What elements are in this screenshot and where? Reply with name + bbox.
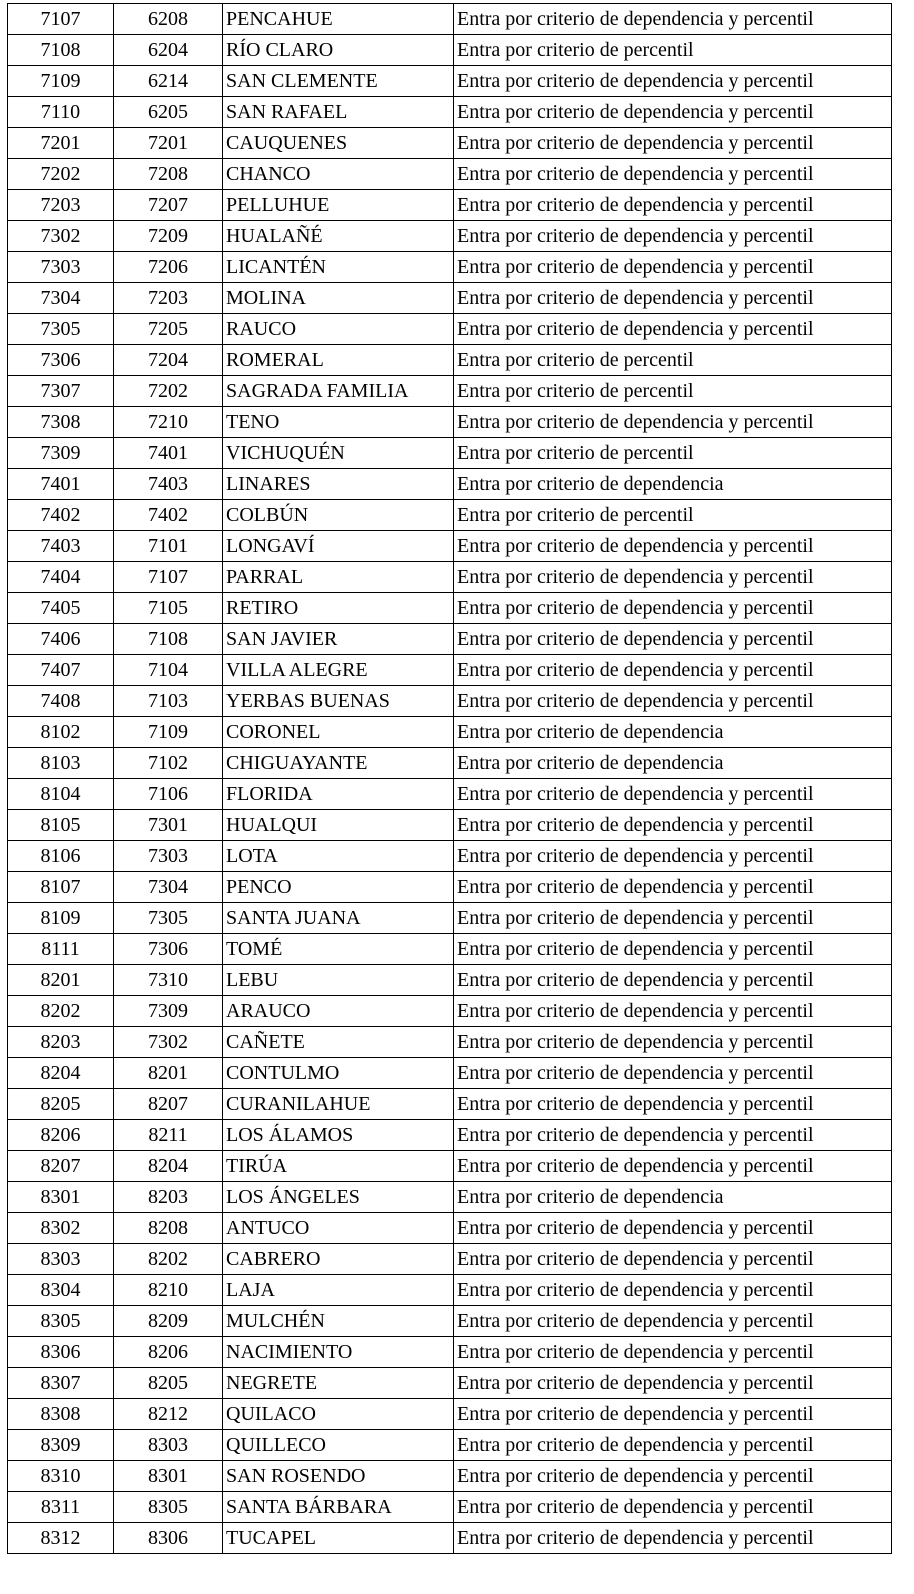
secondary-code-cell: 6214 bbox=[114, 66, 223, 97]
secondary-code-cell: 8212 bbox=[114, 1399, 223, 1430]
code-cell: 7406 bbox=[8, 624, 114, 655]
commune-name-cell: ARAUCO bbox=[223, 996, 454, 1027]
commune-name-cell: SAN JAVIER bbox=[223, 624, 454, 655]
code-cell: 7305 bbox=[8, 314, 114, 345]
criteria-cell: Entra por criterio de percentil bbox=[454, 35, 892, 66]
code-cell: 7407 bbox=[8, 655, 114, 686]
table-row bbox=[8, 1492, 892, 1523]
code-cell: 8107 bbox=[8, 872, 114, 903]
criteria-cell: Entra por criterio de dependencia y percentil bbox=[454, 1089, 892, 1120]
table-row bbox=[8, 903, 892, 934]
table-row bbox=[8, 1151, 892, 1182]
table-row bbox=[8, 1213, 892, 1244]
criteria-cell: Entra por criterio de dependencia y percentil bbox=[454, 996, 892, 1027]
secondary-code-cell: 8211 bbox=[114, 1120, 223, 1151]
table-row bbox=[8, 314, 892, 345]
table-row bbox=[8, 1368, 892, 1399]
criteria-cell: Entra por criterio de dependencia y percentil bbox=[454, 593, 892, 624]
criteria-cell: Entra por criterio de dependencia y percentil bbox=[454, 252, 892, 283]
secondary-code-cell: 8206 bbox=[114, 1337, 223, 1368]
table-row bbox=[8, 1337, 892, 1368]
criteria-cell: Entra por criterio de dependencia y percentil bbox=[454, 624, 892, 655]
criteria-cell: Entra por criterio de dependencia y percentil bbox=[454, 1492, 892, 1523]
table-row bbox=[8, 159, 892, 190]
code-cell: 8206 bbox=[8, 1120, 114, 1151]
table-row bbox=[8, 1523, 892, 1554]
table-row bbox=[8, 128, 892, 159]
commune-name-cell: VICHUQUÉN bbox=[223, 438, 454, 469]
table-row bbox=[8, 965, 892, 996]
commune-name-cell: CAÑETE bbox=[223, 1027, 454, 1058]
secondary-code-cell: 8208 bbox=[114, 1213, 223, 1244]
commune-name-cell: SAN ROSENDO bbox=[223, 1461, 454, 1492]
table-row bbox=[8, 190, 892, 221]
code-cell: 7110 bbox=[8, 97, 114, 128]
table-row bbox=[8, 1399, 892, 1430]
code-cell: 8304 bbox=[8, 1275, 114, 1306]
criteria-cell: Entra por criterio de dependencia y percentil bbox=[454, 1058, 892, 1089]
table-body bbox=[8, 4, 892, 1554]
commune-name-cell: CORONEL bbox=[223, 717, 454, 748]
secondary-code-cell: 7304 bbox=[114, 872, 223, 903]
table-row bbox=[8, 376, 892, 407]
criteria-cell: Entra por criterio de dependencia y percentil bbox=[454, 1244, 892, 1275]
table-row bbox=[8, 1182, 892, 1213]
table-row bbox=[8, 593, 892, 624]
table-row bbox=[8, 531, 892, 562]
code-cell: 8201 bbox=[8, 965, 114, 996]
criteria-cell: Entra por criterio de dependencia y percentil bbox=[454, 1368, 892, 1399]
table-row bbox=[8, 407, 892, 438]
commune-name-cell: HUALAÑÉ bbox=[223, 221, 454, 252]
commune-name-cell: CHANCO bbox=[223, 159, 454, 190]
commune-name-cell: PENCAHUE bbox=[223, 4, 454, 35]
criteria-cell: Entra por criterio de dependencia y percentil bbox=[454, 159, 892, 190]
secondary-code-cell: 7309 bbox=[114, 996, 223, 1027]
table-row bbox=[8, 1058, 892, 1089]
criteria-cell: Entra por criterio de dependencia bbox=[454, 469, 892, 500]
criteria-cell: Entra por criterio de dependencia y percentil bbox=[454, 903, 892, 934]
code-cell: 8102 bbox=[8, 717, 114, 748]
secondary-code-cell: 6208 bbox=[114, 4, 223, 35]
secondary-code-cell: 7205 bbox=[114, 314, 223, 345]
table-row bbox=[8, 1461, 892, 1492]
criteria-cell: Entra por criterio de dependencia y percentil bbox=[454, 686, 892, 717]
commune-name-cell: LONGAVÍ bbox=[223, 531, 454, 562]
secondary-code-cell: 7403 bbox=[114, 469, 223, 500]
secondary-code-cell: 8303 bbox=[114, 1430, 223, 1461]
code-cell: 8308 bbox=[8, 1399, 114, 1430]
commune-name-cell: ANTUCO bbox=[223, 1213, 454, 1244]
commune-name-cell: RAUCO bbox=[223, 314, 454, 345]
criteria-cell: Entra por criterio de dependencia y percentil bbox=[454, 4, 892, 35]
secondary-code-cell: 8306 bbox=[114, 1523, 223, 1554]
table-row bbox=[8, 748, 892, 779]
table-row bbox=[8, 996, 892, 1027]
commune-name-cell: SAN RAFAEL bbox=[223, 97, 454, 128]
table-row bbox=[8, 779, 892, 810]
table-row bbox=[8, 252, 892, 283]
secondary-code-cell: 7108 bbox=[114, 624, 223, 655]
commune-name-cell: QUILLECO bbox=[223, 1430, 454, 1461]
code-cell: 7303 bbox=[8, 252, 114, 283]
code-cell: 8205 bbox=[8, 1089, 114, 1120]
code-cell: 8104 bbox=[8, 779, 114, 810]
code-cell: 7302 bbox=[8, 221, 114, 252]
code-cell: 8309 bbox=[8, 1430, 114, 1461]
commune-name-cell: CHIGUAYANTE bbox=[223, 748, 454, 779]
commune-name-cell: LOS ÁNGELES bbox=[223, 1182, 454, 1213]
table-row bbox=[8, 438, 892, 469]
secondary-code-cell: 7204 bbox=[114, 345, 223, 376]
criteria-cell: Entra por criterio de dependencia y percentil bbox=[454, 283, 892, 314]
secondary-code-cell: 8201 bbox=[114, 1058, 223, 1089]
table-row bbox=[8, 655, 892, 686]
secondary-code-cell: 7107 bbox=[114, 562, 223, 593]
secondary-code-cell: 7306 bbox=[114, 934, 223, 965]
code-cell: 8202 bbox=[8, 996, 114, 1027]
secondary-code-cell: 7210 bbox=[114, 407, 223, 438]
secondary-code-cell: 8210 bbox=[114, 1275, 223, 1306]
table-row bbox=[8, 717, 892, 748]
commune-name-cell: ROMERAL bbox=[223, 345, 454, 376]
secondary-code-cell: 7401 bbox=[114, 438, 223, 469]
criteria-cell: Entra por criterio de dependencia y percentil bbox=[454, 562, 892, 593]
criteria-cell: Entra por criterio de dependencia y percentil bbox=[454, 1213, 892, 1244]
code-cell: 8303 bbox=[8, 1244, 114, 1275]
commune-name-cell: SANTA BÁRBARA bbox=[223, 1492, 454, 1523]
code-cell: 8204 bbox=[8, 1058, 114, 1089]
table-row bbox=[8, 686, 892, 717]
table-row bbox=[8, 500, 892, 531]
table-row bbox=[8, 841, 892, 872]
secondary-code-cell: 7302 bbox=[114, 1027, 223, 1058]
secondary-code-cell: 7301 bbox=[114, 810, 223, 841]
commune-name-cell: TENO bbox=[223, 407, 454, 438]
criteria-cell: Entra por criterio de dependencia y percentil bbox=[454, 841, 892, 872]
secondary-code-cell: 8301 bbox=[114, 1461, 223, 1492]
commune-name-cell: CAUQUENES bbox=[223, 128, 454, 159]
code-cell: 7403 bbox=[8, 531, 114, 562]
criteria-cell: Entra por criterio de dependencia y percentil bbox=[454, 1399, 892, 1430]
commune-name-cell: LOS ÁLAMOS bbox=[223, 1120, 454, 1151]
commune-name-cell: TIRÚA bbox=[223, 1151, 454, 1182]
secondary-code-cell: 8207 bbox=[114, 1089, 223, 1120]
commune-name-cell: TUCAPEL bbox=[223, 1523, 454, 1554]
commune-name-cell: MULCHÉN bbox=[223, 1306, 454, 1337]
secondary-code-cell: 8205 bbox=[114, 1368, 223, 1399]
secondary-code-cell: 8204 bbox=[114, 1151, 223, 1182]
secondary-code-cell: 7207 bbox=[114, 190, 223, 221]
commune-name-cell: RÍO CLARO bbox=[223, 35, 454, 66]
criteria-cell: Entra por criterio de dependencia y percentil bbox=[454, 314, 892, 345]
secondary-code-cell: 7208 bbox=[114, 159, 223, 190]
code-cell: 7401 bbox=[8, 469, 114, 500]
code-cell: 8312 bbox=[8, 1523, 114, 1554]
table-row bbox=[8, 97, 892, 128]
commune-name-cell: QUILACO bbox=[223, 1399, 454, 1430]
secondary-code-cell: 8305 bbox=[114, 1492, 223, 1523]
criteria-cell: Entra por criterio de dependencia y percentil bbox=[454, 1430, 892, 1461]
criteria-cell: Entra por criterio de dependencia y percentil bbox=[454, 1461, 892, 1492]
secondary-code-cell: 7105 bbox=[114, 593, 223, 624]
commune-name-cell: SANTA JUANA bbox=[223, 903, 454, 934]
secondary-code-cell: 7101 bbox=[114, 531, 223, 562]
criteria-cell: Entra por criterio de dependencia y percentil bbox=[454, 66, 892, 97]
criteria-cell: Entra por criterio de dependencia bbox=[454, 748, 892, 779]
code-cell: 7107 bbox=[8, 4, 114, 35]
table-row bbox=[8, 1306, 892, 1337]
code-cell: 7309 bbox=[8, 438, 114, 469]
commune-name-cell: LEBU bbox=[223, 965, 454, 996]
code-cell: 7405 bbox=[8, 593, 114, 624]
criteria-cell: Entra por criterio de dependencia y percentil bbox=[454, 190, 892, 221]
criteria-cell: Entra por criterio de dependencia bbox=[454, 717, 892, 748]
secondary-code-cell: 7109 bbox=[114, 717, 223, 748]
code-cell: 7203 bbox=[8, 190, 114, 221]
table-row bbox=[8, 1089, 892, 1120]
commune-name-cell: FLORIDA bbox=[223, 779, 454, 810]
secondary-code-cell: 8209 bbox=[114, 1306, 223, 1337]
secondary-code-cell: 8202 bbox=[114, 1244, 223, 1275]
code-cell: 8111 bbox=[8, 934, 114, 965]
code-cell: 7202 bbox=[8, 159, 114, 190]
commune-name-cell: SAN CLEMENTE bbox=[223, 66, 454, 97]
criteria-cell: Entra por criterio de dependencia y percentil bbox=[454, 1120, 892, 1151]
table-row bbox=[8, 345, 892, 376]
code-cell: 8203 bbox=[8, 1027, 114, 1058]
criteria-cell: Entra por criterio de dependencia y percentil bbox=[454, 934, 892, 965]
table-row bbox=[8, 562, 892, 593]
commune-name-cell: MOLINA bbox=[223, 283, 454, 314]
code-cell: 7201 bbox=[8, 128, 114, 159]
code-cell: 7109 bbox=[8, 66, 114, 97]
secondary-code-cell: 7104 bbox=[114, 655, 223, 686]
secondary-code-cell: 7206 bbox=[114, 252, 223, 283]
commune-name-cell: CABRERO bbox=[223, 1244, 454, 1275]
criteria-cell: Entra por criterio de percentil bbox=[454, 376, 892, 407]
secondary-code-cell: 7305 bbox=[114, 903, 223, 934]
code-cell: 7307 bbox=[8, 376, 114, 407]
commune-name-cell: VILLA ALEGRE bbox=[223, 655, 454, 686]
table-row bbox=[8, 66, 892, 97]
criteria-cell: Entra por criterio de dependencia y percentil bbox=[454, 810, 892, 841]
table-row bbox=[8, 1027, 892, 1058]
commune-name-cell: HUALQUI bbox=[223, 810, 454, 841]
table-row bbox=[8, 872, 892, 903]
code-cell: 8207 bbox=[8, 1151, 114, 1182]
criteria-cell: Entra por criterio de percentil bbox=[454, 345, 892, 376]
secondary-code-cell: 7202 bbox=[114, 376, 223, 407]
table-row bbox=[8, 4, 892, 35]
criteria-cell: Entra por criterio de dependencia y percentil bbox=[454, 1027, 892, 1058]
code-cell: 8305 bbox=[8, 1306, 114, 1337]
table-row bbox=[8, 624, 892, 655]
code-cell: 7308 bbox=[8, 407, 114, 438]
code-cell: 7404 bbox=[8, 562, 114, 593]
code-cell: 7306 bbox=[8, 345, 114, 376]
code-cell: 8306 bbox=[8, 1337, 114, 1368]
commune-name-cell: PARRAL bbox=[223, 562, 454, 593]
secondary-code-cell: 8203 bbox=[114, 1182, 223, 1213]
code-cell: 7402 bbox=[8, 500, 114, 531]
code-cell: 8311 bbox=[8, 1492, 114, 1523]
table-row bbox=[8, 35, 892, 66]
commune-name-cell: YERBAS BUENAS bbox=[223, 686, 454, 717]
secondary-code-cell: 7106 bbox=[114, 779, 223, 810]
code-cell: 8307 bbox=[8, 1368, 114, 1399]
criteria-cell: Entra por criterio de dependencia y percentil bbox=[454, 655, 892, 686]
table-row bbox=[8, 934, 892, 965]
secondary-code-cell: 7303 bbox=[114, 841, 223, 872]
secondary-code-cell: 7201 bbox=[114, 128, 223, 159]
secondary-code-cell: 7203 bbox=[114, 283, 223, 314]
secondary-code-cell: 6205 bbox=[114, 97, 223, 128]
table-row bbox=[8, 469, 892, 500]
commune-name-cell: LOTA bbox=[223, 841, 454, 872]
commune-name-cell: COLBÚN bbox=[223, 500, 454, 531]
commune-name-cell: NACIMIENTO bbox=[223, 1337, 454, 1368]
table-row bbox=[8, 1120, 892, 1151]
secondary-code-cell: 7209 bbox=[114, 221, 223, 252]
secondary-code-cell: 7103 bbox=[114, 686, 223, 717]
code-cell: 8302 bbox=[8, 1213, 114, 1244]
commune-name-cell: SAGRADA FAMILIA bbox=[223, 376, 454, 407]
criteria-cell: Entra por criterio de dependencia bbox=[454, 1182, 892, 1213]
code-cell: 8301 bbox=[8, 1182, 114, 1213]
criteria-cell: Entra por criterio de dependencia y percentil bbox=[454, 128, 892, 159]
commune-name-cell: TOMÉ bbox=[223, 934, 454, 965]
criteria-cell: Entra por criterio de dependencia y percentil bbox=[454, 221, 892, 252]
commune-name-cell: PELLUHUE bbox=[223, 190, 454, 221]
code-cell: 7304 bbox=[8, 283, 114, 314]
table-row bbox=[8, 1430, 892, 1461]
commune-name-cell: LINARES bbox=[223, 469, 454, 500]
table-row bbox=[8, 810, 892, 841]
table-row bbox=[8, 283, 892, 314]
secondary-code-cell: 6204 bbox=[114, 35, 223, 66]
criteria-cell: Entra por criterio de dependencia y percentil bbox=[454, 1306, 892, 1337]
criteria-cell: Entra por criterio de dependencia y percentil bbox=[454, 872, 892, 903]
code-cell: 8105 bbox=[8, 810, 114, 841]
secondary-code-cell: 7402 bbox=[114, 500, 223, 531]
commune-name-cell: LICANTÉN bbox=[223, 252, 454, 283]
commune-name-cell: NEGRETE bbox=[223, 1368, 454, 1399]
commune-name-cell: CURANILAHUE bbox=[223, 1089, 454, 1120]
criteria-cell: Entra por criterio de dependencia y percentil bbox=[454, 1337, 892, 1368]
code-cell: 7408 bbox=[8, 686, 114, 717]
table-row bbox=[8, 1275, 892, 1306]
secondary-code-cell: 7102 bbox=[114, 748, 223, 779]
code-cell: 8109 bbox=[8, 903, 114, 934]
commune-name-cell: RETIRO bbox=[223, 593, 454, 624]
criteria-cell: Entra por criterio de dependencia y percentil bbox=[454, 1523, 892, 1554]
criteria-cell: Entra por criterio de dependencia y percentil bbox=[454, 531, 892, 562]
code-cell: 7108 bbox=[8, 35, 114, 66]
criteria-cell: Entra por criterio de dependencia y percentil bbox=[454, 779, 892, 810]
commune-criteria-table bbox=[7, 3, 892, 1554]
table-row bbox=[8, 1244, 892, 1275]
commune-name-cell: CONTULMO bbox=[223, 1058, 454, 1089]
secondary-code-cell: 7310 bbox=[114, 965, 223, 996]
criteria-cell: Entra por criterio de dependencia y percentil bbox=[454, 407, 892, 438]
criteria-cell: Entra por criterio de dependencia y percentil bbox=[454, 1275, 892, 1306]
criteria-cell: Entra por criterio de dependencia y percentil bbox=[454, 1151, 892, 1182]
code-cell: 8103 bbox=[8, 748, 114, 779]
criteria-cell: Entra por criterio de percentil bbox=[454, 500, 892, 531]
commune-name-cell: PENCO bbox=[223, 872, 454, 903]
code-cell: 8106 bbox=[8, 841, 114, 872]
commune-name-cell: LAJA bbox=[223, 1275, 454, 1306]
table-row bbox=[8, 221, 892, 252]
code-cell: 8310 bbox=[8, 1461, 114, 1492]
criteria-cell: Entra por criterio de percentil bbox=[454, 438, 892, 469]
criteria-cell: Entra por criterio de dependencia y percentil bbox=[454, 97, 892, 128]
criteria-cell: Entra por criterio de dependencia y percentil bbox=[454, 965, 892, 996]
